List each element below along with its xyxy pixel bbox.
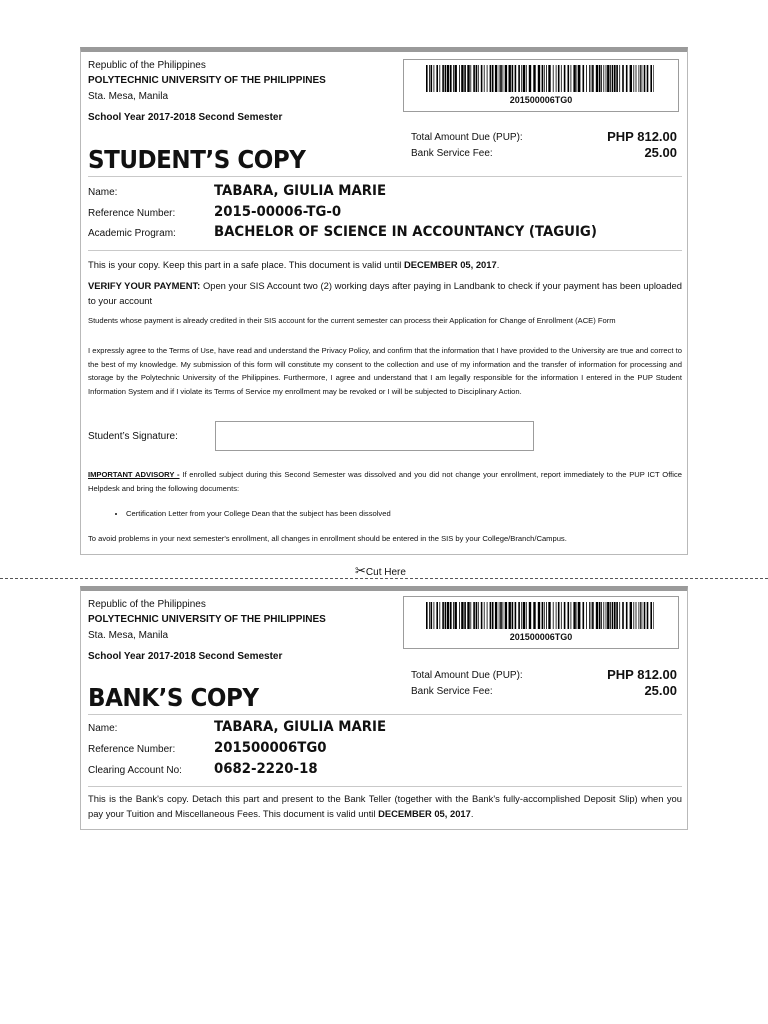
bank-copy-text: This is the Bank's copy. Detach this part and present to the Bank Teller (together with the Bank's fully-accomplished Deposit Slip) when you pay your Tuition and Miscellaneous Fees. This document is valid until DECEMBER 05, 2017.: [88, 793, 682, 819]
valid-date: DECEMBER 05, 2017: [403, 259, 497, 270]
avoid-problems-text: To avoid problems in your next semester's enrollment, all changes in enrollment should be entered in the SIS by your College/Branch/Campus.: [88, 534, 567, 543]
university-name: POLYTECHNIC UNIVERSITY OF THE PHILIPPINES: [88, 614, 326, 625]
bank-fee-value: 25.00: [644, 145, 677, 160]
document-list: [88, 509, 706, 518]
republic-text: Republic of the Philippines: [88, 60, 206, 71]
valid-date: DECEMBER 05, 2017: [378, 808, 471, 819]
reference-label: Reference Number:: [88, 744, 176, 755]
advisory-label: IMPORTANT ADVISORY -: [88, 470, 180, 479]
school-year: School Year 2017-2018 Second Semester: [88, 112, 283, 123]
document-item: • Certification Letter from your College Dean that the subject has been dissolved: [126, 509, 706, 518]
total-amount-value: PHP 812.00: [607, 667, 677, 682]
republic-text: Republic of the Philippines: [88, 599, 206, 610]
school-year: School Year 2017-2018 Second Semester: [88, 651, 283, 662]
cut-here-label: ✂Cut Here: [355, 563, 406, 578]
divider: [88, 250, 682, 251]
copy-title: BANK’S COPY: [88, 683, 259, 712]
city-text: Sta. Mesa, Manila: [88, 630, 169, 641]
copy-title: STUDENT’S COPY: [88, 145, 306, 174]
total-amount-value: PHP 812.00: [607, 129, 677, 144]
student-copy-card: [80, 47, 688, 555]
verify-label: VERIFY YOUR PAYMENT:: [88, 280, 201, 291]
keep-copy-text: This is your copy. Keep this part in a safe place. This document is valid until DECEMBER 05, 2017.: [88, 259, 500, 270]
barcode-image: [426, 602, 654, 629]
barcode-box: [403, 596, 679, 649]
name-value: TABARA, GIULIA MARIE: [214, 719, 387, 735]
divider: [88, 714, 682, 715]
signature-box[interactable]: [215, 421, 534, 451]
signature-label: Student’s Signature:: [88, 431, 178, 442]
clearing-account-value: 0682-2220-18: [214, 761, 318, 777]
reference-label: Reference Number:: [88, 208, 176, 219]
bank-fee-value: 25.00: [644, 683, 677, 698]
barcode-box: [403, 59, 679, 112]
total-amount-label: Total Amount Due (PUP):: [411, 670, 523, 681]
program-value: BACHELOR OF SCIENCE IN ACCOUNTANCY (TAGUIG): [214, 224, 597, 240]
barcode-image: [426, 65, 654, 92]
barcode-number: 201500006TG0: [509, 632, 573, 642]
city-text: Sta. Mesa, Manila: [88, 91, 169, 102]
name-label: Name:: [88, 723, 118, 734]
clearing-account-label: Clearing Account No:: [88, 765, 182, 776]
program-label: Academic Program:: [88, 228, 176, 239]
cut-line: [0, 578, 768, 579]
barcode-number: 201500006TG0: [509, 95, 573, 105]
bank-copy-card: [80, 586, 688, 830]
university-name: POLYTECHNIC UNIVERSITY OF THE PHILIPPINES: [88, 75, 326, 86]
terms-text: I expressly agree to the Terms of Use, have read and understand the Privacy Policy, and confirm that the information that I have provided to the University are true and correct to the best of my knowledge. My submission of this form will constitute my consent to the collection and use of my information and the transfer of information for processing and storage by the Polytechnic University of the Philippines. Furthermore, I agree and understand that I am legally responsible for the information I entered in the PUP Student Information System and if I violate its Terms of Service my enrollment may be revoked or I will be subjected to Disciplinary Action.: [88, 346, 682, 396]
total-amount-label: Total Amount Due (PUP):: [411, 132, 523, 143]
bank-fee-label: Bank Service Fee:: [411, 148, 493, 159]
bank-fee-label: Bank Service Fee:: [411, 686, 493, 697]
credited-text: Students whose payment is already credited in their SIS account for the current semester can process their Application for Change of Enrollment (ACE) Form: [88, 316, 616, 325]
scissors-icon: ✂: [355, 563, 366, 578]
name-value: TABARA, GIULIA MARIE: [214, 183, 387, 199]
name-label: Name:: [88, 187, 118, 198]
divider: [88, 786, 682, 787]
divider: [88, 176, 682, 177]
reference-value: 2015-00006-TG-0: [214, 204, 342, 220]
reference-value: 201500006TG0: [214, 740, 327, 756]
verify-payment-text: VERIFY YOUR PAYMENT: Open your SIS Account two (2) working days after paying in Landbank to check if your payment has been uploaded to your account: [88, 280, 682, 306]
advisory-text: IMPORTANT ADVISORY - If enrolled subject during this Second Semester was dissolved and you did not change your enrollment, report immediately to the PUP ICT Office Helpdesk and bring the following documents:: [88, 470, 682, 493]
